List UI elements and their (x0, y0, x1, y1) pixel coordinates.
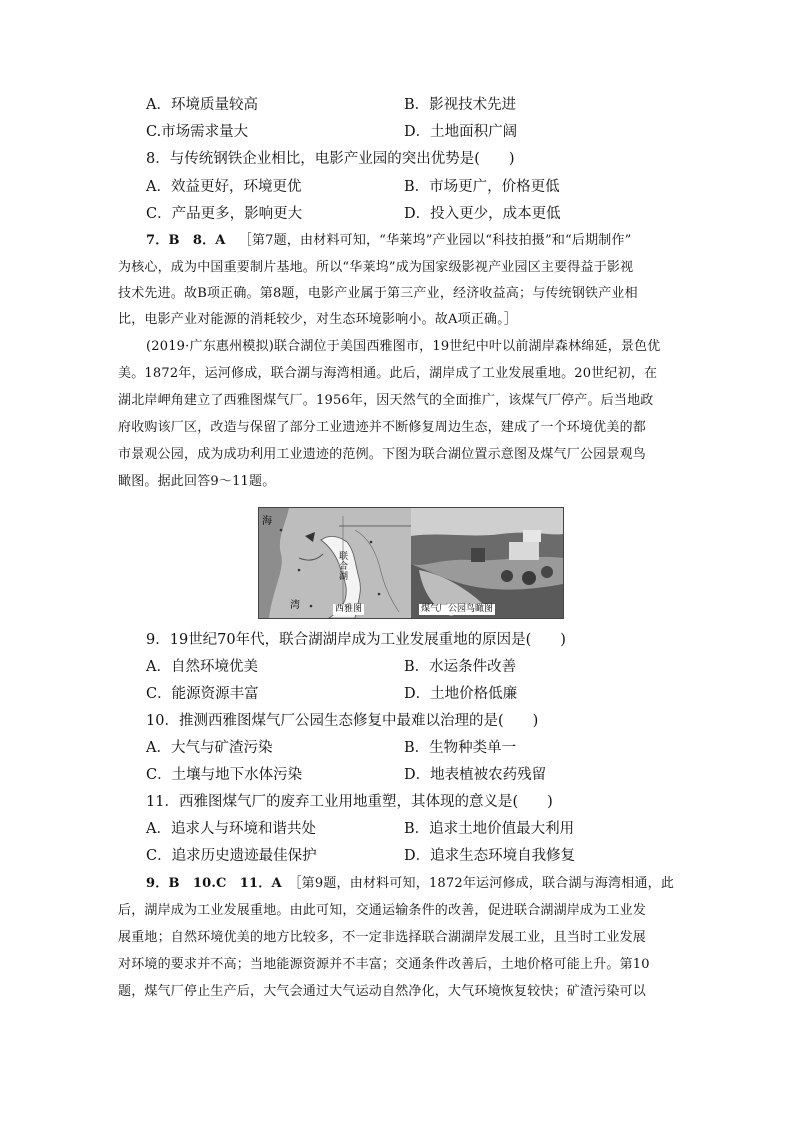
passage-line-6: 瞰图。据此回答9～11题。 (118, 474, 276, 489)
q9-stem: 9．19世纪70年代，联合湖湖岸成为工业发展重地的原因是( ) (146, 632, 566, 648)
photo-caption: 煤气厂公园鸟瞰图 (421, 604, 494, 614)
q9-option-a: A．自然环境优美 (146, 659, 258, 675)
answer-9-11-line-1 (146, 874, 674, 894)
passage-line-5: 市景观公园，成为成功利用工业遗迹的范例。下图为联合湖位置示意图及煤气厂公园景观鸟 (118, 447, 647, 462)
q8-stem: 8．与传统钢铁企业相比，电影产业园的突出优势是( ) (146, 151, 515, 167)
q9-option-d: D．土地价格低廉 (404, 686, 518, 702)
q11-option-a: A．追求人与环境和谐共处 (146, 821, 316, 837)
answer-7-8-line-4: 比，电影产业对能源的消耗较少，对生态环境影响小。故A项正确。］ (118, 312, 518, 327)
map-label-sea: 海 (262, 516, 272, 527)
map-drawing (259, 508, 411, 618)
q8-option-c: C．产品更多，影响更大 (146, 206, 303, 222)
q7-option-b: B．影视技术先进 (404, 97, 517, 113)
q11-option-b: B．追求土地价值最大利用 (404, 821, 575, 837)
answer-9-11-line-3: 展重地；自然环境优美的地方比较多，不一定非选择联合湖湖岸发展工业，且当时工业发展 (118, 930, 647, 945)
answer-7-8-line-2: 为核心，成为中国重要制片基地。所以“华莱坞”成为国家级影视产业园区主要得益于影视 (118, 260, 634, 275)
q7-option-c: C.市场需求量大 (146, 124, 249, 140)
q10-option-a: A．大气与矿渣污染 (146, 740, 273, 756)
q11-option-c: C．追求历史遗迹最佳保护 (146, 848, 317, 864)
q8-option-a: A．效益更好，环境更优 (146, 179, 302, 195)
answer-9-11-line-5: 题，煤气厂停止生产后，大气会通过大气运动自然净化，大气环境恢复较快；矿渣污染可以 (118, 984, 647, 999)
q10-option-c: C．土壤与地下水体污染 (146, 767, 303, 783)
q7-option-a: A．环境质量较高 (146, 97, 258, 113)
passage-line-1: (2019·广东惠州模拟)联合湖位于美国西雅图市，19世纪中叶以前湖岸森林绵延，景色优 (146, 339, 661, 354)
answer-9-11-line-4: 对环境的要求并不高；当地能源资源并不丰富；交通条件改善后，土地价格可能上升。第10 (118, 957, 650, 972)
passage-line-4: 府收购该厂区，改造与保留了部分工业遗迹并不断修复周边生态，建成了一个环境优美的都 (118, 420, 647, 435)
map-caption: 西雅图 (335, 604, 363, 614)
passage-line-3: 湖北岸岬角建立了西雅图煤气厂。1956年，因天然气的全面推广，该煤气厂停产。后当地政 (118, 393, 654, 408)
q10-option-b: B．生物种类单一 (404, 740, 517, 756)
aerial-photo (411, 508, 563, 618)
answer-9-11-text-1: ［第9题，由材料可知，1872年运河修成，联合湖与海湾相通，此 (288, 876, 675, 891)
location-map (259, 508, 411, 618)
q10-option-d: D．地表植被农药残留 (404, 767, 547, 783)
q11-stem: 11．西雅图煤气厂的废弃工业用地重塑，其体现的意义是( ) (146, 794, 553, 810)
map-label-lake: 联合湖 (339, 552, 349, 582)
q9-option-c: C．能源资源丰富 (146, 686, 259, 702)
q8-option-b: B．市场更广，价格更低 (404, 179, 560, 195)
photo-drawing (411, 508, 563, 618)
q8-option-d: D．投入更少，成本更低 (404, 206, 561, 222)
answer-7-8-line-3: 技术先进。故B项正确。第8题，电影产业属于第三产业，经济收益高；与传统钢铁产业相 (118, 286, 638, 301)
q7-option-d: D．土地面积广阔 (404, 124, 518, 140)
map-label-bay: 湾 (290, 600, 300, 611)
lake-figure (258, 507, 564, 619)
passage-line-2: 美。1872年，运河修成，联合湖与海湾相通。此后，湖岸成了工业发展重地。20世纪初，在 (118, 366, 658, 381)
q10-stem: 10．推测西雅图煤气厂公园生态修复中最难以治理的是( ) (146, 713, 539, 729)
q11-option-d: D．追求生态环境自我修复 (404, 848, 576, 864)
answer-9-11-line-2: 后，湖岸成为工业发展重地。由此可知，交通运输条件的改善，促进联合湖湖岸成为工业发 (118, 903, 647, 918)
q9-option-b: B．水运条件改善 (404, 659, 517, 675)
answer-9-11-key: 9．B 10.C 11．A (146, 876, 282, 891)
answer-7-8-text-1: ［第7题，由材料可知，“华莱坞”产业园以“科技拍摄”和“后期制作” (238, 233, 632, 248)
answer-7-8-key: 7．B 8．A (146, 233, 226, 248)
answer-7-8-line-1 (146, 231, 632, 251)
